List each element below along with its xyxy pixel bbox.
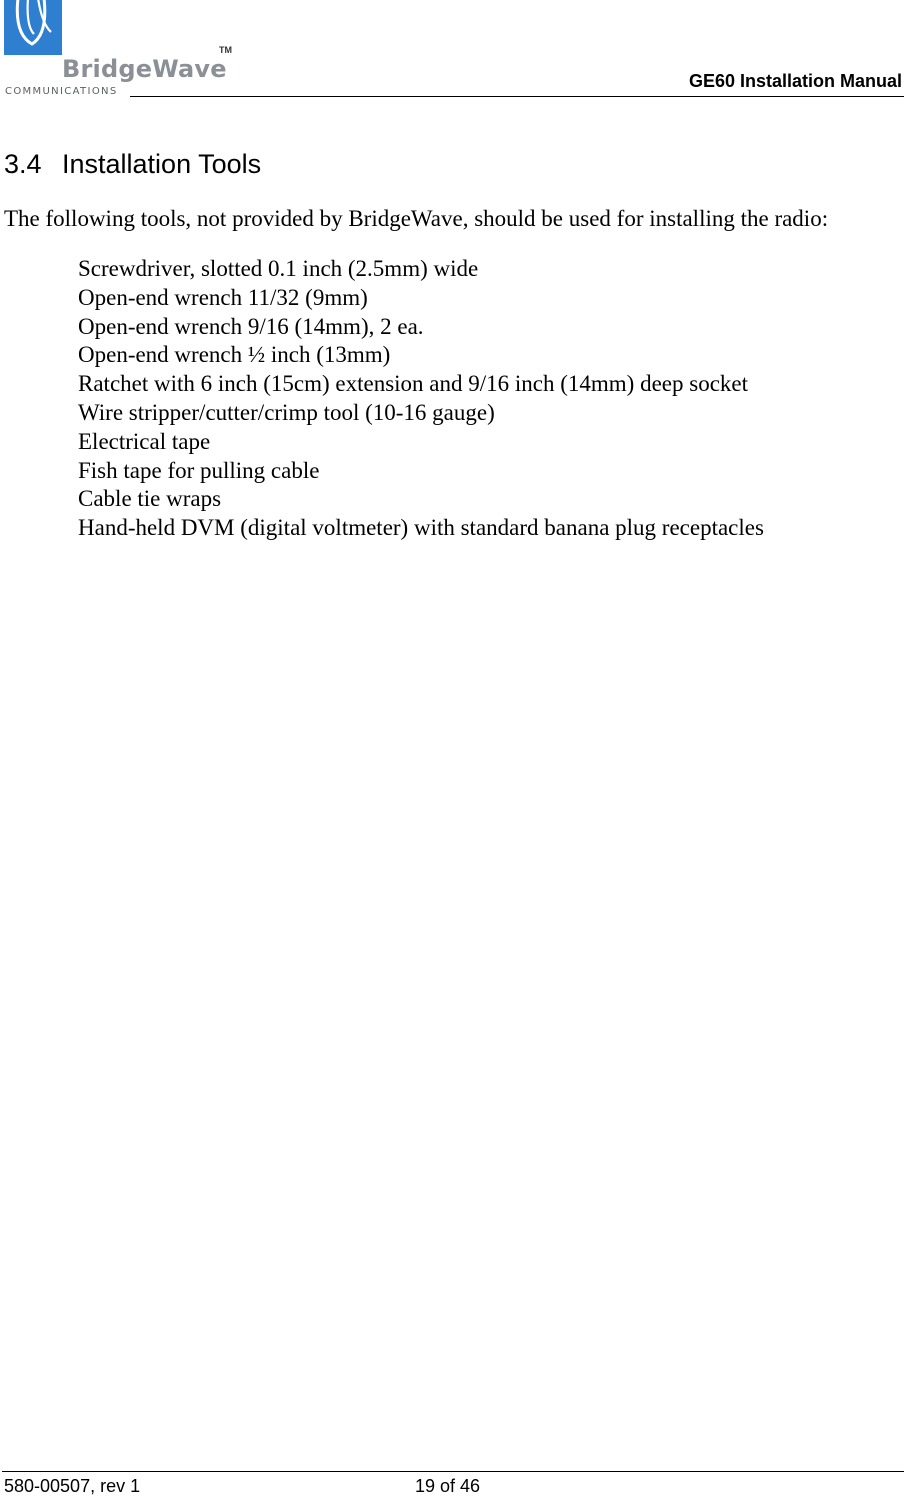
bridgewave-logo <box>2 0 232 100</box>
section-heading <box>4 149 261 180</box>
logo-subtitle: COMMUNICATIONS <box>5 86 118 97</box>
section-title: Installation Tools <box>62 149 262 179</box>
list-item: Cable tie wraps <box>78 486 222 512</box>
list-item: Screwdriver, slotted 0.1 inch (2.5mm) wide <box>78 256 479 281</box>
tools-list <box>78 255 764 543</box>
logo-brand-name: BridgeWave <box>62 55 227 83</box>
header-divider <box>130 96 904 97</box>
section-number: 3.4 <box>4 149 42 179</box>
logo-trademark: TM <box>219 45 232 55</box>
list-item: Hand-held DVM (digital voltmeter) with standard banana plug receptacles <box>78 515 764 541</box>
list-item: Open-end wrench ½ inch (13mm) <box>78 342 391 368</box>
footer-divider <box>2 1471 904 1472</box>
intro-paragraph: The following tools, not provided by BridgeWave, should be used for installing the radio: <box>4 206 829 231</box>
list-item: Open-end wrench 11/32 (9mm) <box>78 284 368 310</box>
list-item: Electrical tape <box>78 428 211 454</box>
footer-page-number: 19 of 46 <box>415 1476 481 1496</box>
document-title: GE60 Installation Manual <box>688 71 902 91</box>
list-item: Ratchet with 6 inch (15cm) extension and 9/16 inch (14mm) deep socket <box>78 371 749 397</box>
list-item: Open-end wrench 9/16 (14mm), 2 ea. <box>78 313 424 339</box>
bridgewave-logo-mark-icon <box>4 0 62 55</box>
footer-doc-number: 580-00507, rev 1 <box>4 1476 141 1496</box>
list-item: Fish tape for pulling cable <box>78 457 320 483</box>
list-item: Wire stripper/cutter/crimp tool (10-16 gauge) <box>78 399 495 425</box>
